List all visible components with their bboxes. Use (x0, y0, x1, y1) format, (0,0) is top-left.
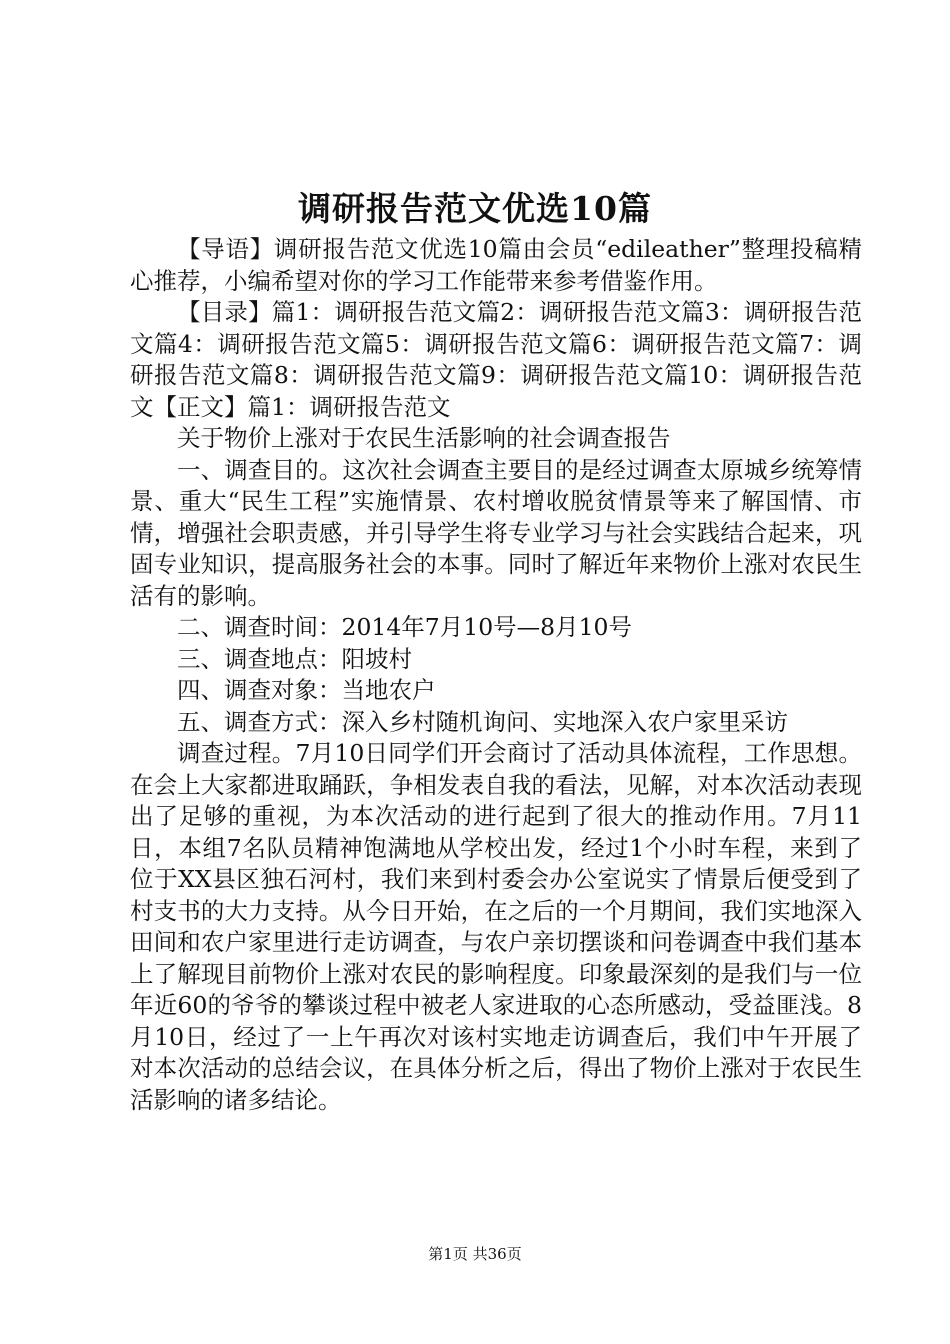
document-title: 调研报告范文优选10篇 (298, 189, 652, 228)
report-heading: 关于物价上涨对于农民生活影响的社会调查报告 (177, 424, 671, 452)
survey-purpose-paragraph: 一、调查目的。这次社会调查主要目的是经过调查太原城乡统筹情景、重大“民生工程”实施情景、农村增收脱贫情景等来了解国情、市情，增强社会职责感，并引导学生将专业学习与社会实践结合起来，巩固专业知识，提高服务社会的本事。同时了解近年来物价上涨对农民生活有的影响。 (130, 455, 862, 610)
survey-time-paragraph: 二、调查时间：2014年7月10号—8月10号 (177, 613, 633, 641)
page-number-footer: 第1页 共36页 (428, 1245, 522, 1263)
survey-method-paragraph: 五、调查方式：深入乡村随机询问、实地深入农户家里采访 (177, 707, 788, 736)
intro-paragraph: 【导语】调研报告范文优选10篇由会员“edileather”整理投稿精心推荐，小编希望对你的学习工作能带来参考借鉴作用。 (130, 235, 862, 295)
document-body (130, 234, 862, 1116)
survey-process-paragraph: 调查过程。7月10日同学们开会商讨了活动具体流程，工作思想。在会上大家都进取踊跃，争相发表自我的看法，见解，对本次活动表现出了足够的重视，为本次活动的进行起到了很大的推动作用。7月11日，本组7名队员精神饱满地从学校出发，经过1个小时车程，来到了位于XX县区独石河村，我们来到村委会办公室说实了情景后便受到了村支书的大力支持。从今日开始，在之后的一个月期间，我们实地深入田间和农户家里进行走访调查，与农户亲切摆谈和问卷调查中我们基本上了解现目前物价上涨对农民的影响程度。印象最深刻的是我们与一位年近60的爷爷的攀谈过程中被老人家进取的心态所感动，受益匪浅。8月10日，经过了一上午再次对该村实地走访调查后，我们中午开展了对本次活动的总结会议，在具体分析之后，得出了物价上涨对于农民生活影响的诸多结论。 (130, 739, 862, 1114)
survey-location-paragraph: 三、调查地点：阳坡村 (177, 644, 412, 673)
survey-subject-paragraph: 四、调查对象：当地农户 (177, 676, 436, 704)
table-of-contents-paragraph: 【目录】篇1：调研报告范文篇2：调研报告范文篇3：调研报告范文篇4：调研报告范文篇5：调研报告范文篇6：调研报告范文篇7：调研报告范文篇8：调研报告范文篇9：调研报告范文篇10：调研报告范文【正文】篇1：调研报告范文 (130, 298, 862, 421)
